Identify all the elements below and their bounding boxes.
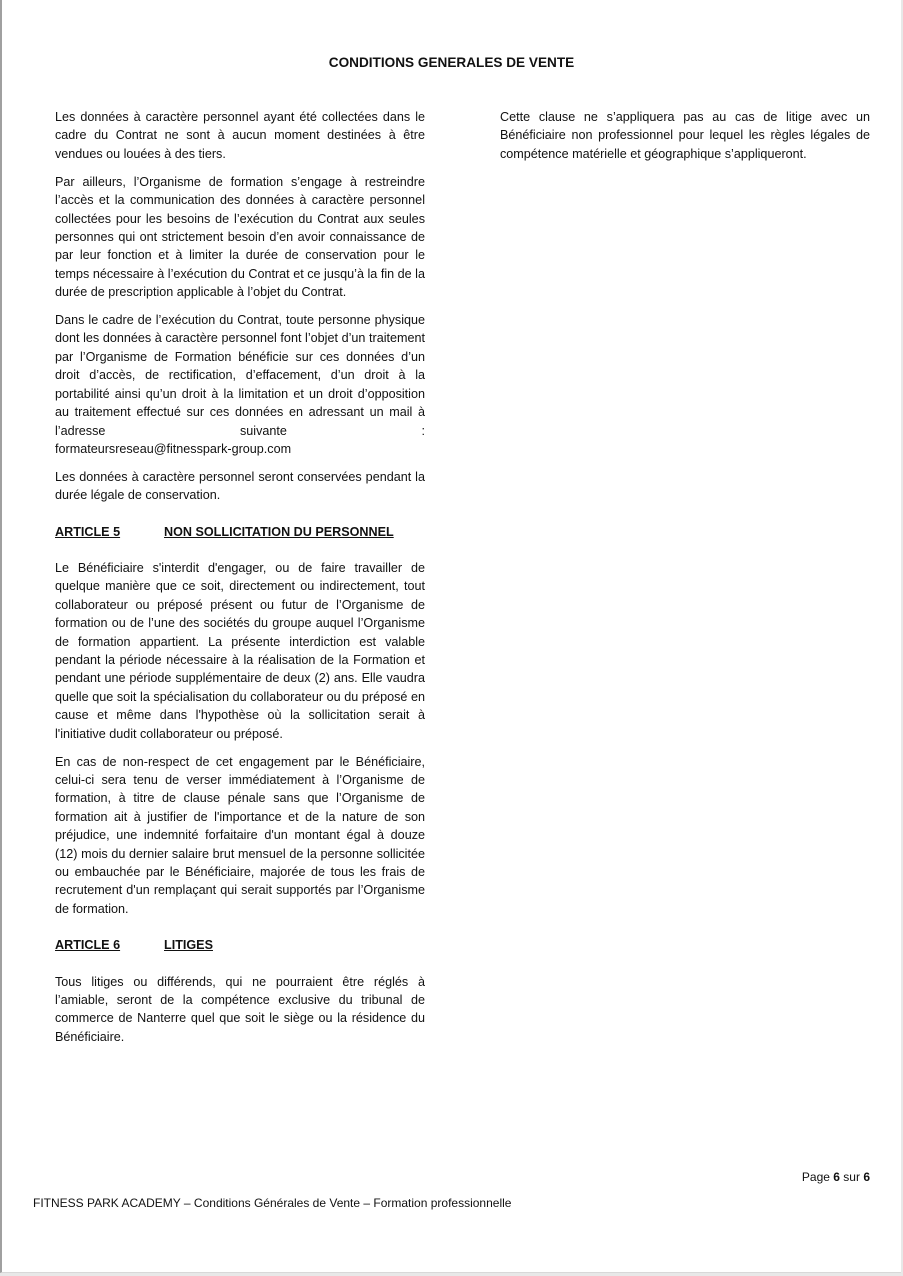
page-number-total: 6 [863, 1170, 870, 1184]
article-6-title: LITIGES [164, 938, 213, 953]
paragraph-non-professional-clause: Cette clause ne s’appliquera pas au cas de litige avec un Bénéficiaire non professionnel pour lequel les règles légales de compétence matérielle et géographique s’appliqueront. [500, 110, 870, 161]
page-footer: FITNESS PARK ACADEMY – Conditions Générales de Vente – Formation professionnelle [33, 1196, 512, 1210]
paragraph-data-rights: Dans le cadre de l’exécution du Contrat, toute personne physique dont les données à caractère personnel font l’objet d’un traitement par l’Organisme de Formation bénéficie sur ces données d’un droit d’accès, de rectification, d’effacement, d’un droit à la portabilité ainsi qu’un droit à la limitation et un droit d’opposition au traitement effectué sur ces données en adressant un mail à l’adresse suivante : [55, 313, 425, 438]
document-title: CONDITIONS GENERALES DE VENTE [328, 55, 575, 70]
article-5-title: NON SOLLICITATION DU PERSONNEL [164, 524, 394, 539]
paragraph-data-not-sold: Les données à caractère personnel ayant été collectées dans le cadre du Contrat ne sont à aucun moment destinées à être vendues ou louées à des tiers. [55, 110, 425, 161]
contact-email-link[interactable]: formateursreseau@fitnesspark-group.com [55, 441, 292, 456]
article-6-heading [55, 936, 425, 954]
page-number-prefix: Page [801, 1170, 830, 1184]
article-5-number: ARTICLE 5 [55, 524, 121, 539]
paragraph-retention: Les données à caractère personnel seront conservées pendant la durée légale de conservation. [55, 469, 425, 503]
page-number-current: 6 [833, 1170, 840, 1184]
page-number-separator: sur [843, 1170, 860, 1184]
right-column [500, 108, 870, 173]
page-number [802, 1170, 870, 1184]
article-5-paragraph-2: En cas de non-respect de cet engagement par le Bénéficiaire, celui-ci sera tenu de verser immédiatement à l’Organisme de formation, à titre de clause pénale sans que l’Organisme de formation ait à justifier de l'importance et de la nature de son préjudice, une indemnité forfaitaire d'un montant égal à douze (12) mois du dernier salaire brut mensuel de la personne sollicitée ou embauchée par le Bénéficiaire, majorée de tous les frais de recrutement d'un remplaçant qui serait supportés par l’Organisme de formation. [55, 754, 425, 916]
paragraph-access-restriction: Par ailleurs, l’Organisme de formation s’engage à restreindre l’accès et la communication des données à caractère personnel collectées pour les besoins de l’exécution du Contrat aux seules personnes qui ont strictement besoin d’en avoir connaissance de par leur fonction et à limiter la durée de conservation pour le temps nécessaire à l’exécution du Contrat et ce jusqu’à la fin de la durée de prescription applicable à l’objet du Contrat. [55, 174, 425, 300]
article-5-paragraph-1: Le Bénéficiaire s'interdit d'engager, ou de faire travailler de quelque manière que ce soit, directement ou indirectement, tout collaborateur ou préposé présent ou futur de l’Organisme de formation ou de l’une des sociétés du groupe auquel l’Organisme de formation appartient. La présente interdiction est valable pendant la période nécessaire à la réalisation de la Formation et pendant une période supplémentaire de deux (2) ans. Elle vaudra quelle que soit la spécialisation du collaborateur ou du préposé en cause et même dans l'hypothèse où la sollicitation serait à l'initiative dudit collaborateur ou préposé. [55, 561, 425, 741]
paragraph-rights-block [55, 311, 425, 458]
left-column [55, 108, 425, 1056]
article-5-heading [55, 523, 425, 541]
article-6-number: ARTICLE 6 [55, 938, 121, 953]
article-6-paragraph-1: Tous litiges ou différends, qui ne pourraient être réglés à l’amiable, seront de la compétence exclusive du tribunal de commerce de Nanterre quel que soit le siège ou la résidence du Bénéficiaire. [55, 974, 425, 1044]
